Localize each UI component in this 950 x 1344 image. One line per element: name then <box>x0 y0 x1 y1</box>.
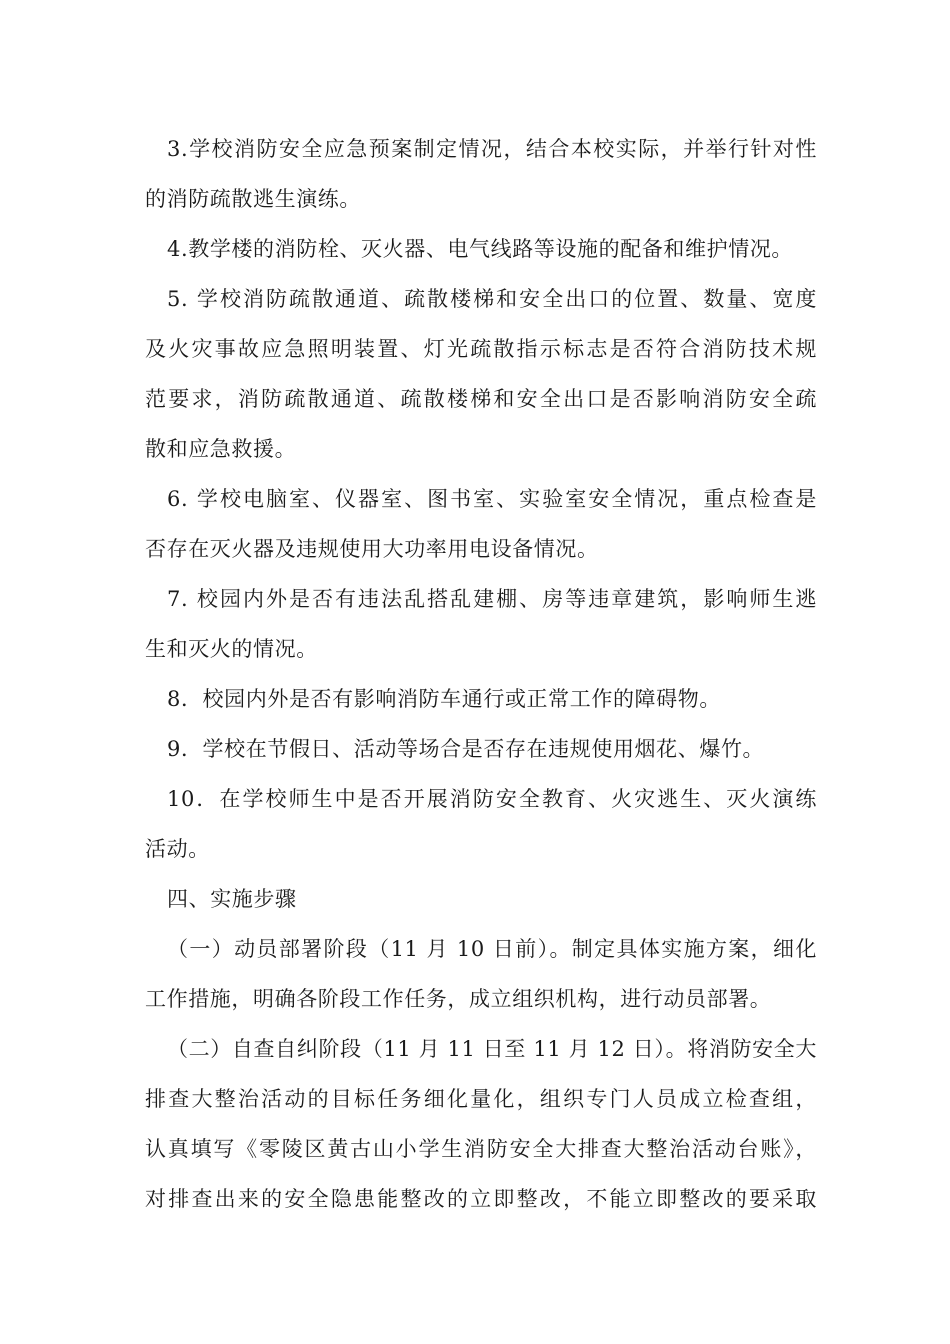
item-4-line-1: 4.教学楼的消防栓、灭火器、电气线路等设施的配备和维护情况。 <box>167 237 794 261</box>
item-3-line-2: 的消防疏散逃生演练。 <box>145 187 361 211</box>
item-3-line-1: 3.学校消防安全应急预案制定情况，结合本校实际，并举行针对性 <box>167 137 817 161</box>
item-8-line-1: 8．校园内外是否有影响消防车通行或正常工作的障碍物。 <box>167 687 721 711</box>
step-1-line-1: （一）动员部署阶段（11 月 10 日前）。制定具体实施方案，细化 <box>167 937 817 961</box>
section-heading-4: 四、实施步骤 <box>167 887 297 911</box>
item-10-line-1: 10．在学校师生中是否开展消防安全教育、火灾逃生、灭火演练 <box>167 787 817 811</box>
item-7-line-2: 生和灭火的情况。 <box>145 637 318 661</box>
item-10-line-2: 活动。 <box>145 837 210 861</box>
document-body <box>145 124 817 1224</box>
item-6-line-1: 6. 学校电脑室、仪器室、图书室、实验室安全情况，重点检查是 <box>167 487 817 511</box>
item-6-line-2: 否存在灭火器及违规使用大功率用电设备情况。 <box>145 537 599 561</box>
item-5-line-3: 范要求，消防疏散通道、疏散楼梯和安全出口是否影响消防安全疏 <box>145 387 817 411</box>
step-2-line-1: （二）自查自纠阶段（11 月 11 日至 11 月 12 日）。将消防安全大 <box>167 1037 817 1061</box>
step-2-line-2: 排查大整治活动的目标任务细化量化，组织专门人员成立检查组， <box>145 1087 817 1111</box>
item-5-line-2: 及火灾事故应急照明装置、灯光疏散指示标志是否符合消防技术规 <box>145 337 817 361</box>
item-5-line-1: 5. 学校消防疏散通道、疏散楼梯和安全出口的位置、数量、宽度 <box>167 287 817 311</box>
step-2-line-4: 对排查出来的安全隐患能整改的立即整改，不能立即整改的要采取 <box>145 1187 817 1211</box>
step-2-line-3: 认真填写《零陵区黄古山小学生消防安全大排查大整治活动台账》， <box>145 1137 817 1161</box>
item-5-line-4: 散和应急救援。 <box>145 437 297 461</box>
step-1-line-2: 工作措施，明确各阶段工作任务，成立组织机构，进行动员部署。 <box>145 987 772 1011</box>
item-7-line-1: 7. 校园内外是否有违法乱搭乱建棚、房等违章建筑，影响师生逃 <box>167 587 817 611</box>
item-9-line-1: 9．学校在节假日、活动等场合是否存在违规使用烟花、爆竹。 <box>167 737 765 761</box>
